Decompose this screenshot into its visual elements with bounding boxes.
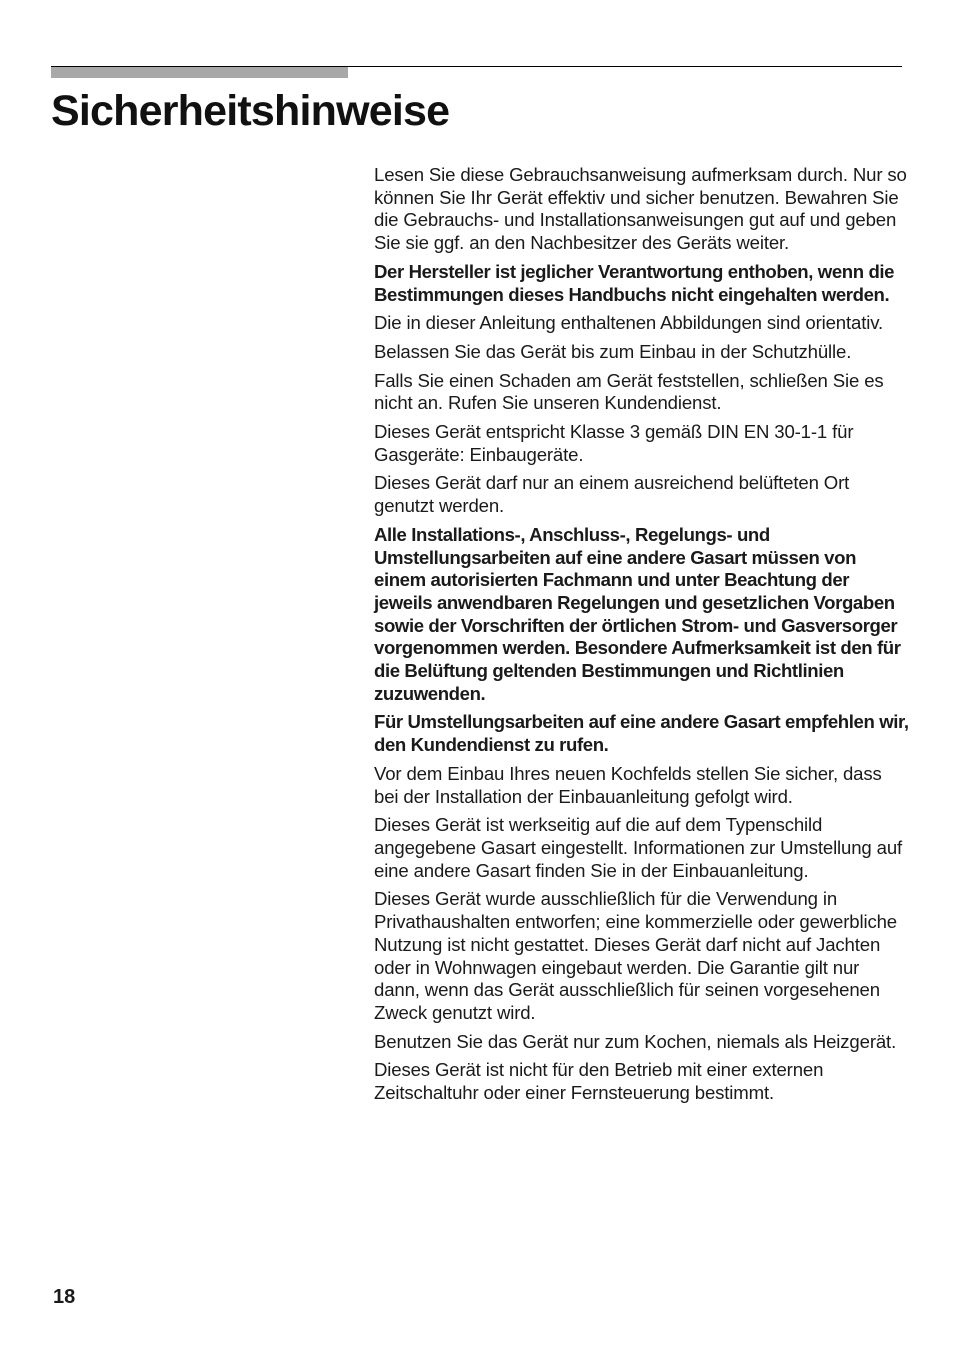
paragraph-installation-instructions: Vor dem Einbau Ihres neuen Kochfelds stellen Sie sicher, dass bei der Installation der Einbauanleitung gefolgt wird. <box>374 762 882 807</box>
paragraph-protective-cover: Belassen Sie das Gerät bis zum Einbau in der Schutzhülle. <box>374 340 852 362</box>
paragraph-external-timer: Dieses Gerät ist nicht für den Betrieb mit einer externen Zeitschaltuhr oder einer Fernsteuerung bestimmt. <box>374 1059 824 1104</box>
header-rule-bar <box>51 67 348 78</box>
paragraph-class: Dieses Gerät entspricht Klasse 3 gemäß DIN EN 30-1-1 für Gasgeräte: Einbaugeräte. <box>374 421 854 465</box>
paragraph-cooking-only: Benutzen Sie das Gerät nur zum Kochen, niemals als Heizgerät. <box>374 1030 897 1052</box>
paragraph-household-use: Dieses Gerät wurde ausschließlich für die Verwendung in Privathaushalten entworfen; eine kommerzielle oder gewerbliche Nutzung ist nicht gestattet. Dieses Gerät darf nicht auf Jachten oder in Wohnwagen eingebaut werden. Die Garantie gilt nur dann, wenn das Gerät ausschließlich für seinen vorgesehenen Zweck genutzt wird. <box>374 888 897 1023</box>
paragraph-intro: Lesen Sie diese Gebrauchsanweisung aufmerksam durch. Nur so können Sie Ihr Gerät effektiv und sicher benutzen. Bewahren Sie die Gebrauchs- und Installationsanweisungen gut auf und geben Sie sie ggf. an den Nachbesitzer des Geräts weiter. <box>374 164 907 254</box>
paragraph-illustrations: Die in dieser Anleitung enthaltenen Abbildungen sind orientativ. <box>374 312 883 334</box>
page-number: 18 <box>53 1286 76 1308</box>
paragraph-gas-type: Dieses Gerät ist werkseitig auf die auf dem Typenschild angegebene Gasart eingestellt. Informationen zur Umstellung auf eine andere Gasart finden Sie in der Einbauanleitung. <box>374 814 903 881</box>
paragraph-conversion-warning: Für Umstellungsarbeiten auf eine andere Gasart empfehlen wir, den Kundendienst zu rufen. <box>374 711 909 756</box>
paragraph-ventilation: Dieses Gerät darf nur an einem ausreichend belüfteten Ort genutzt werden. <box>374 472 850 517</box>
content-column <box>374 164 909 1111</box>
paragraph-liability-warning: Der Hersteller ist jeglicher Verantwortung enthoben, wenn die Bestimmungen dieses Handbuchs nicht eingehalten werden. <box>374 260 895 305</box>
paragraph-damage: Falls Sie einen Schaden am Gerät feststellen, schließen Sie es nicht an. Rufen Sie unseren Kundendienst. <box>374 369 884 414</box>
page-title: Sicherheitshinweise <box>51 87 450 135</box>
paragraph-installation-warning: Alle Installations-, Anschluss-, Regelungs- und Umstellungsarbeiten auf eine andere Gasart müssen von einem autorisierten Fachmann und unter Beachtung der jeweils anwendbaren Regelungen und gesetzlichen Vorgaben sowie der Vorschriften der örtlichen Strom- und Gasversorger vorgenommen werden. Besondere Aufmerksamkeit ist den für die Belüftung geltenden Bestimmungen und Richtlinien zuzuwenden. <box>374 523 901 704</box>
